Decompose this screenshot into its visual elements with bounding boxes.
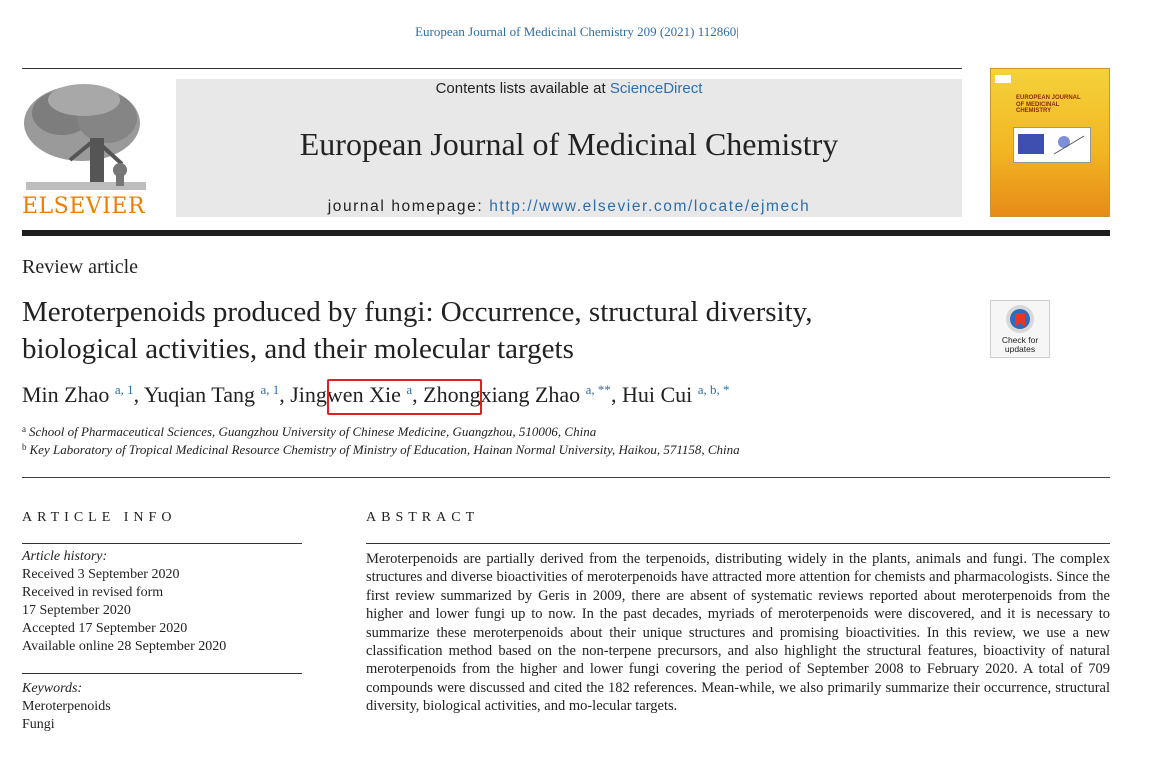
author-affiliation-sup[interactable]: a [406,382,413,397]
author-affiliation-sup[interactable]: a, b, * [697,382,730,397]
history-item: Received 3 September 2020 [22,567,180,582]
keywords-rule [22,673,302,674]
keyword-item[interactable]: Meroterpenoids [22,699,111,714]
author-name[interactable]: Min Zhao [22,382,110,407]
section-divider [22,477,1110,478]
author-affiliation-sup[interactable]: a, ** [585,382,611,397]
journal-citation[interactable]: European Journal of Medicinal Chemistry 209 (2021) 112860| [415,24,739,39]
journal-cover-image[interactable] [990,68,1110,217]
author-name[interactable]: Zhongxiang Zhao [423,382,581,407]
affiliation-b: $^b$ Key Laboratory of Tropical Medicinal Resource Chemistry of Ministry of Education, Hainan Normal University, Haikou, 571158, China [22,442,740,457]
article-title: Meroterpenoids produced by fungi: Occurrence, structural diversity, biological activities, and their molecular targets [22,296,813,365]
abstract-text: Meroterpenoids are partially derived from the terpenoids, distributing widely in the plants, animals and fungi. The complex structures and diverse bioactivities of meroterpenoids have attracted more attention for chemists and pharmacologists. Since the first review summarized by Geris in 2009, there are absent of systematic reviews reported about meroterpenoids from the higher and lower fungi up to now. In the past decades, myriads of meroterpenoids were discovered, and it is necessary to summarize these meroterpenoids about their unique structures and promising bioactivities. In this review, we use a new classification method based on the non-terpene precursors, and also highlight the structural features, bioactivity of natural meroterpenoids from the higher and lower fungi covering the period of September 2008 to February 2020. A total of 709 compounds were discussed and cited the 182 references. Mean-while, we also primarily summarize their occurrence, structural diversity, biological activities, and mo-lecular targets. [366,551,1110,715]
elsevier-wordmark: ELSEVIER [22,194,146,219]
check-for-updates-label: Check for updates [1001,335,1039,354]
abstract-rule [366,543,1110,544]
keyword-item[interactable]: Fungi [22,717,55,732]
history-item: Available online 28 September 2020 [22,639,227,654]
history-label: Article history: [22,549,108,564]
header-top-rule [22,68,962,69]
history-item: Received in revised form [22,585,164,600]
article-info-rule [22,543,302,544]
sciencedirect-link[interactable]: ScienceDirect [609,80,703,97]
contents-line: Contents lists available at ScienceDirect [435,80,703,97]
journal-title: European Journal of Medicinal Chemistry [299,126,839,162]
affiliation-a: $^a$ School of Pharmaceutical Sciences, Guangzhou University of Chinese Medicine, Guangzhou, 510006, China [22,424,597,439]
journal-homepage: journal homepage: http://www.elsevier.com/locate/ejmech [327,198,811,215]
citation-text[interactable]: European Journal of Medicinal Chemistry 209 (2021) 112860 [415,24,737,39]
header-bottom-rule [22,230,1110,236]
history-item: Accepted 17 September 2020 [22,621,188,636]
abstract-heading: ABSTRACT [366,510,480,525]
article-type: Review article [22,256,139,278]
cover-title: EUROPEAN JOURNAL OF MEDICINAL CHEMISTRY [1016,95,1081,114]
author-affiliation-sup[interactable]: a, 1 [114,382,134,397]
article-history [22,548,226,656]
author-highlight-box [327,379,482,415]
keywords-label: Keywords: [22,681,83,696]
author-name[interactable]: Yuqian Tang [143,382,255,407]
history-item: 17 September 2020 [22,603,131,618]
elsevier-logo[interactable] [22,78,152,218]
author-name[interactable]: Hui Cui [621,382,693,407]
homepage-link[interactable]: http://www.elsevier.com/locate/ejmech [489,198,811,215]
author-affiliation-sup[interactable]: a, 1 [260,382,280,397]
author-name[interactable]: Jingwen Xie [290,382,401,407]
cover-graphic [1013,127,1091,163]
author-list: Min Zhao $^{a, 1}$, Yuqian Tang $^{a, 1}$, Jingwen Xie $^a$, Zhongxiang Zhao $^{a, **}$, Hui Cui $^{a, b, *}$ [22,382,730,407]
article-info-heading: ARTICLE INFO [22,510,177,525]
keywords [22,680,111,734]
check-updates-icon [991,301,1049,335]
